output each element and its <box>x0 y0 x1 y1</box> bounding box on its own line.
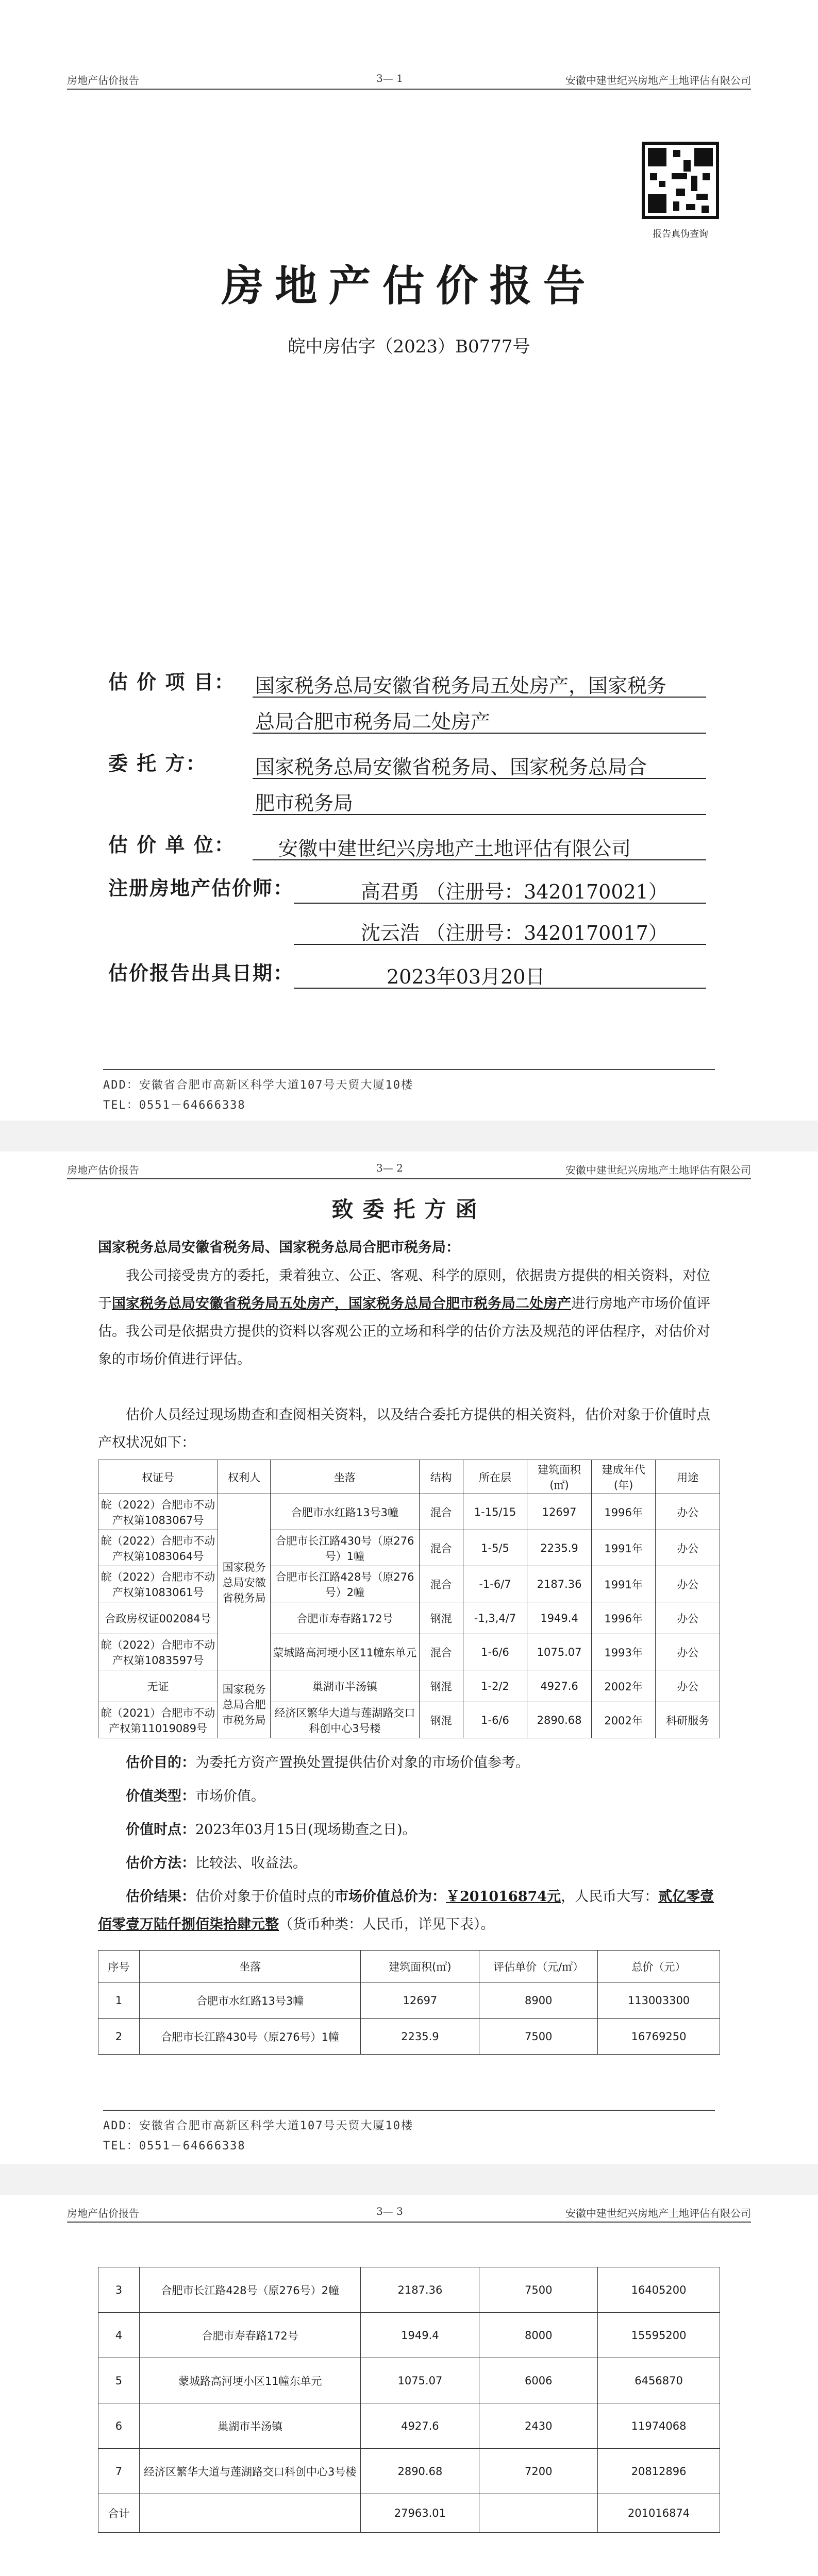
table-cell: 合肥市长江路428号（原276号）2幢 <box>139 2267 361 2313</box>
summary-table-part2 <box>98 2267 720 2533</box>
table-cell: 201016874 <box>598 2494 720 2533</box>
table-cell: 无证 <box>98 1670 218 1702</box>
table-header-row <box>98 1951 720 1982</box>
para1-property: 国家税务总局安徽省税务局五处房产，国家税务总局合肥市税务局二处房产 <box>112 1296 571 1312</box>
table-cell: 合政房权证002084号 <box>98 1602 218 1634</box>
table-cell <box>139 2494 361 2533</box>
table-cell: 8900 <box>479 1982 598 2019</box>
result-text: ，人民币大写： <box>561 1889 659 1905</box>
table-cell: 15595200 <box>598 2313 720 2358</box>
table-cell: 6456870 <box>598 2358 720 2403</box>
table-cell: 2430 <box>479 2403 598 2449</box>
table-header-cell: 建筑面积(㎡) <box>527 1460 592 1494</box>
table-cell: 混合 <box>419 1566 463 1602</box>
table-cell: 16405200 <box>598 2267 720 2313</box>
field-unit <box>108 827 235 862</box>
table-cell: 2002年 <box>591 1702 656 1738</box>
footer-address: ADD：安徽省合肥市高新区科学大道107号天贸大厦10楼 <box>103 2120 413 2132</box>
summary-table-part1 <box>98 1950 720 2055</box>
table-row <box>98 1670 720 1702</box>
table-cell: 2187.36 <box>527 1566 592 1602</box>
table-cell: 7 <box>98 2449 140 2494</box>
table-cell: 2890.68 <box>527 1702 592 1738</box>
table-header-cell: 结构 <box>419 1460 463 1494</box>
table-cell: 6006 <box>479 2358 598 2403</box>
table-cell: 16769250 <box>598 2019 720 2055</box>
table-cell: 1949.4 <box>361 2313 479 2358</box>
header-left: 房地产估价报告 <box>67 74 139 87</box>
table-cell: 5 <box>98 2358 140 2403</box>
field-value: 2023年03月20日 <box>387 965 545 988</box>
table-row <box>98 1982 720 2019</box>
table-cell: 办公 <box>656 1530 720 1566</box>
owner-cell: 国家税务总局安徽省税务局 <box>218 1494 271 1670</box>
table-cell: 2235.9 <box>527 1530 592 1566</box>
table-cell: 1991年 <box>591 1530 656 1566</box>
valuation-method <box>98 1850 720 1877</box>
table-cell: 经济区繁华大道与莲湖路交口科创中心3号楼 <box>271 1702 420 1738</box>
date-text: 2023年03月15日(现场勘查之日)。 <box>195 1822 416 1838</box>
para1-text-end: 进行房地产市场价值评估。我公司是依据贵方提供的资料以客观公正的立场和科学的估价方法及规范的评估程序，对估价对象的市场价值进行评估。 <box>98 1296 710 1367</box>
table-cell: 2187.36 <box>361 2267 479 2313</box>
table-cell: 1075.07 <box>527 1634 592 1670</box>
table-cell: 1996年 <box>591 1494 656 1530</box>
table-cell: 7500 <box>479 2019 598 2055</box>
field-date <box>108 956 294 991</box>
table-cell: 1-2/2 <box>463 1670 527 1702</box>
field-value: 安徽中建世纪兴房地产土地评估有限公司 <box>278 837 631 860</box>
page-separator <box>0 1121 818 1151</box>
table-cell: 科研服务 <box>656 1702 720 1738</box>
valuation-purpose <box>98 1749 720 1777</box>
table-cell: 1-5/5 <box>463 1530 527 1566</box>
purpose-text: 为委托方资产置换处置提供估价对象的市场价值参考。 <box>195 1755 529 1771</box>
table-cell: 7500 <box>479 2267 598 2313</box>
table-cell: 1949.4 <box>527 1602 592 1634</box>
result-total-label: 市场价值总价为： <box>335 1889 446 1905</box>
table-cell: 蒙城路高河埂小区11幢东单元 <box>271 1634 420 1670</box>
field-appraisers <box>108 871 294 906</box>
table-cell: 办公 <box>656 1670 720 1702</box>
table-cell: 2 <box>98 2019 140 2055</box>
field-project <box>108 665 235 700</box>
table-cell: 钢混 <box>419 1602 463 1634</box>
property-table <box>98 1460 720 1738</box>
field-value: 国家税务总局安徽省税务局五处房产，国家税务 <box>255 674 667 697</box>
header-page-number: 3— 1 <box>376 72 403 84</box>
table-cell: 6 <box>98 2403 140 2449</box>
table-header-cell: 评估单价（元/㎡） <box>479 1951 598 1982</box>
table-cell: 1-6/6 <box>463 1634 527 1670</box>
table-cell: 混合 <box>419 1494 463 1530</box>
header-page-number: 3— 2 <box>376 1162 403 1174</box>
table-header-cell: 用途 <box>656 1460 720 1494</box>
qr-caption: 报告真伪查询 <box>653 229 708 240</box>
table-header-cell: 坐落 <box>139 1951 361 1982</box>
table-cell: 2890.68 <box>361 2449 479 2494</box>
method-label: 估价方法： <box>126 1855 195 1871</box>
header-page-number: 3— 3 <box>376 2205 403 2217</box>
table-cell: 4927.6 <box>361 2403 479 2449</box>
table-row <box>98 2403 720 2449</box>
table-cell: 混合 <box>419 1530 463 1566</box>
field-value: 总局合肥市税务局二处房产 <box>255 710 491 733</box>
date-label: 价值时点： <box>126 1822 195 1838</box>
table-row <box>98 2313 720 2358</box>
page-footer <box>103 2110 715 2153</box>
table-cell: 7200 <box>479 2449 598 2494</box>
table-cell: 合肥市长江路428号（原276号）2幢 <box>271 1566 420 1602</box>
table-row <box>98 1530 720 1566</box>
page-header <box>67 2200 751 2221</box>
table-cell: 1-15/15 <box>463 1494 527 1530</box>
table-cell: 1993年 <box>591 1634 656 1670</box>
value-date <box>98 1816 720 1844</box>
table-cell: 皖（2021）合肥市不动产权第11019089号 <box>98 1702 218 1738</box>
table-cell: 皖（2022）合肥市不动产权第1083064号 <box>98 1530 218 1566</box>
table-header-row <box>98 1460 720 1494</box>
table-cell: 巢湖市半汤镇 <box>271 1670 420 1702</box>
letter-paragraph-2: 估价人员经过现场勘查和查阅相关资料，以及结合委托方提供的相关资料，估价对象于价值时点产权状况如下： <box>98 1407 710 1451</box>
table-row <box>98 1494 720 1530</box>
table-cell: 皖（2022）合肥市不动产权第1083061号 <box>98 1566 218 1602</box>
value-type <box>98 1783 720 1810</box>
table-cell: 4927.6 <box>527 1670 592 1702</box>
letter-title: 致委托方函 <box>331 1197 487 1222</box>
table-cell: 2002年 <box>591 1670 656 1702</box>
table-row <box>98 2267 720 2313</box>
table-cell: 11974068 <box>598 2403 720 2449</box>
table-row <box>98 1634 720 1670</box>
table-cell: 20812896 <box>598 2449 720 2494</box>
table-cell: 合肥市长江路430号（原276号）1幢 <box>139 2019 361 2055</box>
method-text: 比较法、收益法。 <box>195 1855 307 1871</box>
header-company: 安徽中建世纪兴房地产土地评估有限公司 <box>565 1164 751 1176</box>
footer-address: ADD：安徽省合肥市高新区科学大道107号天贸大厦10楼 <box>103 1079 413 1092</box>
purpose-label: 估价目的： <box>126 1755 195 1771</box>
table-cell: 经济区繁华大道与莲湖路交口科创中心3号楼 <box>139 2449 361 2494</box>
qr-code[interactable] <box>642 142 719 219</box>
cover-title: 房地产估价报告 <box>221 261 597 311</box>
valuation-result <box>98 1883 720 1939</box>
table-cell: 1996年 <box>591 1602 656 1634</box>
table-header-cell: 建筑面积(㎡) <box>361 1951 479 1982</box>
table-cell: 巢湖市半汤镇 <box>139 2403 361 2449</box>
table-header-cell: 总价（元） <box>598 1951 720 1982</box>
table-cell: 27963.01 <box>361 2494 479 2533</box>
table-cell: 合计 <box>98 2494 140 2533</box>
field-label: 估 价 单 位： <box>108 833 235 856</box>
table-header-cell: 所在层 <box>463 1460 527 1494</box>
table-cell: 办公 <box>656 1494 720 1530</box>
field-client <box>108 746 206 781</box>
field-label: 注册房地产估价师： <box>108 876 294 900</box>
field-label: 委 托 方： <box>108 752 207 775</box>
table-cell: 皖（2022）合肥市不动产权第1083597号 <box>98 1634 218 1670</box>
field-value: 高君勇 （注册号：3420170021） <box>361 880 668 903</box>
table-cell: -1,3,4/7 <box>463 1602 527 1634</box>
table-cell: 钢混 <box>419 1670 463 1702</box>
type-label: 价值类型： <box>126 1788 195 1804</box>
result-text: 估价对象于价值时点的 <box>195 1889 335 1905</box>
table-row <box>98 2019 720 2055</box>
table-cell: 113003300 <box>598 1982 720 2019</box>
letter-paragraph-1 <box>98 1262 720 1374</box>
table-cell: 合肥市水红路13号3幢 <box>271 1494 420 1530</box>
table-cell: 1075.07 <box>361 2358 479 2403</box>
result-text: （货币种类：人民币，详见下表）。 <box>279 1917 495 1933</box>
table-header-cell: 建成年代(年) <box>591 1460 656 1494</box>
table-row <box>98 2358 720 2403</box>
table-cell: 办公 <box>656 1602 720 1634</box>
table-cell: 合肥市寿春路172号 <box>271 1602 420 1634</box>
para1-text: 我公司接受贵方的委托，秉着独立、公正、客观、科学的原则，依据贵方提供的相关资料，对位于 <box>98 1268 710 1312</box>
owner-cell: 国家税务总局合肥市税务局 <box>218 1670 271 1738</box>
page-separator <box>0 2164 818 2195</box>
field-label: 估 价 项 目： <box>108 670 235 693</box>
table-cell: 8000 <box>479 2313 598 2358</box>
result-label: 估价结果： <box>126 1889 195 1905</box>
field-value: 肥市税务局 <box>255 792 354 815</box>
table-cell: 4 <box>98 2313 140 2358</box>
table-cell: 合肥市水红路13号3幢 <box>139 1982 361 2019</box>
cover-page <box>0 0 818 1121</box>
table-cell: 2235.9 <box>361 2019 479 2055</box>
table-cell: 混合 <box>419 1634 463 1670</box>
table-row <box>98 1602 720 1634</box>
table-cell: 办公 <box>656 1566 720 1602</box>
field-value: 沈云浩 （注册号：3420170017） <box>361 922 668 944</box>
table-cell: 合肥市寿春路172号 <box>139 2313 361 2358</box>
table-cell: 合肥市长江路430号（原276号）1幢 <box>271 1530 420 1566</box>
letter-page <box>0 1151 818 2164</box>
table-header-cell: 序号 <box>98 1951 140 1982</box>
table-cell: 12697 <box>361 1982 479 2019</box>
header-left: 房地产估价报告 <box>67 2207 139 2219</box>
result-amount: ￥201016874元 <box>446 1889 561 1905</box>
footer-tel: TEL：0551－64666338 <box>103 2140 246 2153</box>
letter-page-continued <box>0 2195 818 2576</box>
field-value: 国家税务总局安徽省税务局、国家税务总局合 <box>255 756 647 778</box>
header-company: 安徽中建世纪兴房地产土地评估有限公司 <box>565 2207 751 2219</box>
table-cell: 办公 <box>656 1634 720 1670</box>
table-cell: 钢混 <box>419 1702 463 1738</box>
table-cell: 皖（2022）合肥市不动产权第1083067号 <box>98 1494 218 1530</box>
header-company: 安徽中建世纪兴房地产土地评估有限公司 <box>565 74 751 87</box>
table-header-cell: 权证号 <box>98 1460 218 1494</box>
report-number: 皖中房估字（2023）B0777号 <box>288 336 530 357</box>
table-cell: 3 <box>98 2267 140 2313</box>
table-cell: 蒙城路高河埂小区11幢东单元 <box>139 2358 361 2403</box>
table-cell: 1-6/6 <box>463 1702 527 1738</box>
field-label: 估价报告出具日期： <box>108 961 294 985</box>
header-left: 房地产估价报告 <box>67 1164 139 1176</box>
table-cell: -1-6/7 <box>463 1566 527 1602</box>
letter-addressee: 国家税务总局安徽省税务局、国家税务总局合肥市税务局： <box>98 1240 460 1256</box>
result-amount-words: 贰亿零壹佰零壹万陆仟捌佰柒拾肆元整 <box>98 1889 714 1933</box>
type-text: 市场价值。 <box>195 1788 265 1804</box>
table-row <box>98 2449 720 2494</box>
table-cell: 1991年 <box>591 1566 656 1602</box>
table-row <box>98 1702 720 1738</box>
table-cell: 1 <box>98 1982 140 2019</box>
page-header <box>67 1157 751 1177</box>
table-cell <box>479 2494 598 2533</box>
page-header <box>67 67 751 88</box>
table-cell: 12697 <box>527 1494 592 1530</box>
table-row <box>98 1566 720 1602</box>
table-header-cell: 坐落 <box>271 1460 420 1494</box>
table-total-row <box>98 2494 720 2533</box>
table-header-cell: 权利人 <box>218 1460 271 1494</box>
page-footer <box>103 1069 715 1112</box>
footer-tel: TEL：0551－64666338 <box>103 1099 246 1112</box>
